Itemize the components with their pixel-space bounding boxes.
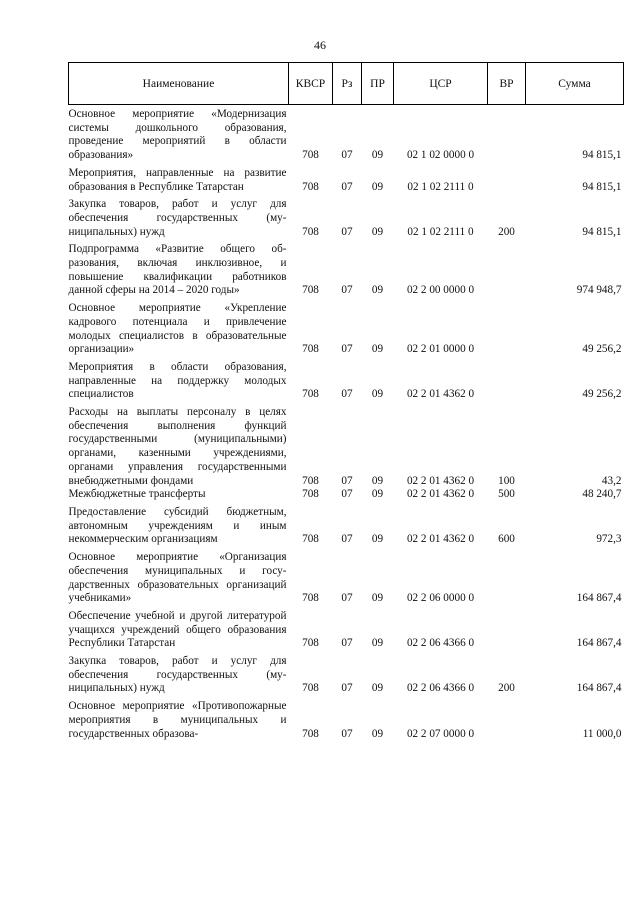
row-csr: 02 2 06 4366 0 xyxy=(406,682,475,695)
table-row xyxy=(69,239,624,298)
row-sum: 49 256,2 xyxy=(582,343,622,356)
table-row xyxy=(69,402,624,488)
row-sum: 164 867,4 xyxy=(576,682,622,695)
row-name: Основное мероприятие «Укрепление кадрового потенциала и привлечение молодых специалистов в образовательные организации» xyxy=(68,302,287,356)
table-row xyxy=(69,194,624,239)
row-pr: 09 xyxy=(371,388,384,401)
row-pr: 09 xyxy=(371,149,384,162)
row-rz: 07 xyxy=(341,149,353,162)
row-name: Основное мероприятие «Противопожарные мероприятия в муниципальных и государственных образова- xyxy=(68,700,287,740)
row-kvsr: 708 xyxy=(302,180,319,193)
row-kvsr: 708 xyxy=(302,488,319,501)
row-vr xyxy=(488,105,526,163)
row-kvsr: 708 xyxy=(302,225,319,238)
row-kvsr: 708 xyxy=(302,474,319,487)
row-pr: 09 xyxy=(371,488,384,501)
row-vr: 100 xyxy=(498,474,515,487)
row-pr: 09 xyxy=(371,533,384,546)
table-row xyxy=(69,163,624,194)
row-csr: 02 2 01 4362 0 xyxy=(406,533,475,546)
row-vr xyxy=(488,547,526,606)
row-rz: 07 xyxy=(341,225,353,238)
row-name: Мероприятия, направленные на развитие образования в Республике Татарстан xyxy=(68,166,287,193)
row-rz: 07 xyxy=(341,592,353,605)
row-rz: 07 xyxy=(341,637,353,650)
row-sum: 11 000,0 xyxy=(582,727,622,740)
row-kvsr: 708 xyxy=(302,284,319,297)
row-rz: 07 xyxy=(341,388,353,401)
row-csr: 02 1 02 2111 0 xyxy=(407,180,474,193)
table-row xyxy=(69,298,624,357)
row-name: Предоставление субсидий бюджетным, автономным учреждениям и иным некоммерческим организациям xyxy=(68,505,287,546)
row-sum: 94 815,1 xyxy=(582,149,622,162)
row-kvsr: 708 xyxy=(302,727,319,740)
row-name: Подпрограмма «Развитие общего образования, включая инклюзивное, и повышение квалификации работников данной сферы на 2014 – 2020 годы» xyxy=(68,243,287,297)
row-csr: 02 2 06 0000 0 xyxy=(406,592,475,605)
row-sum: 164 867,4 xyxy=(576,637,622,650)
table-row xyxy=(69,357,624,402)
row-kvsr: 708 xyxy=(302,388,319,401)
row-kvsr: 708 xyxy=(302,592,319,605)
row-rz: 07 xyxy=(341,727,353,740)
row-name: Основное мероприятие «Модернизация системы дошкольного образования, проведение мероприятий в области образования» xyxy=(68,108,287,162)
row-sum: 972,3 xyxy=(596,533,622,546)
row-rz: 07 xyxy=(341,343,353,356)
row-kvsr: 708 xyxy=(302,637,319,650)
row-name: Основное мероприятие «Организация обеспечения муниципальных и государственных образовательных организаций учебниками» xyxy=(68,551,287,605)
row-sum: 94 815,1 xyxy=(582,180,622,193)
row-name: Межбюджетные трансферты xyxy=(68,488,206,501)
row-kvsr: 708 xyxy=(302,533,319,546)
row-pr: 09 xyxy=(371,592,384,605)
row-sum: 49 256,2 xyxy=(582,388,622,401)
row-rz: 07 xyxy=(341,533,353,546)
row-rz: 07 xyxy=(341,180,353,193)
row-name: Закупка товаров, работ и услуг для обеспечения государственных (муниципальных) нужд xyxy=(68,655,287,695)
table-header xyxy=(69,63,624,105)
row-pr: 09 xyxy=(371,682,384,695)
header-rz: Рз xyxy=(333,63,362,105)
header-name: Наименование xyxy=(69,63,289,105)
row-name: Закупка товаров, работ и услуг для обеспечения государственных (муниципальных) нужд xyxy=(68,198,287,238)
row-pr: 09 xyxy=(371,474,384,487)
row-name: Обеспечение учебной и другой литературой учащихся учреждений общего образования Республики Татарстан xyxy=(68,609,287,650)
row-vr xyxy=(488,239,526,298)
row-rz: 07 xyxy=(341,284,353,297)
row-sum: 94 815,1 xyxy=(582,225,622,238)
header-vr: ВР xyxy=(488,63,526,105)
row-csr: 02 2 01 4362 0 xyxy=(406,474,475,487)
row-csr: 02 2 00 0000 0 xyxy=(406,284,475,297)
row-kvsr: 708 xyxy=(302,149,319,162)
header-sum: Сумма xyxy=(526,63,624,105)
row-csr: 02 2 01 4362 0 xyxy=(406,488,475,501)
table-row xyxy=(69,696,624,741)
row-pr: 09 xyxy=(371,284,384,297)
page-number: 46 xyxy=(314,38,326,52)
row-sum: 48 240,7 xyxy=(582,488,622,501)
row-csr: 02 1 02 2111 0 xyxy=(407,225,474,238)
row-sum: 43,2 xyxy=(601,474,622,487)
header-pr: ПР xyxy=(362,63,394,105)
row-name: Мероприятия в области образования, направленные на поддержку молодых специалистов xyxy=(68,360,287,401)
row-sum: 974 948,7 xyxy=(576,284,622,297)
table-body xyxy=(69,105,624,742)
row-vr xyxy=(488,606,526,651)
row-vr xyxy=(488,163,526,194)
row-sum: 164 867,4 xyxy=(576,592,622,605)
table-row xyxy=(69,547,624,606)
row-vr: 200 xyxy=(498,682,515,695)
row-csr: 02 1 02 0000 0 xyxy=(406,149,475,162)
table-row xyxy=(69,488,624,502)
row-pr: 09 xyxy=(371,225,384,238)
table-row xyxy=(69,606,624,651)
budget-table xyxy=(68,62,624,741)
row-csr: 02 2 07 0000 0 xyxy=(406,727,475,740)
row-vr xyxy=(488,357,526,402)
row-vr: 500 xyxy=(498,488,515,501)
row-pr: 09 xyxy=(371,180,384,193)
table-row xyxy=(69,105,624,163)
row-rz: 07 xyxy=(341,682,353,695)
row-pr: 09 xyxy=(371,727,384,740)
row-vr xyxy=(488,298,526,357)
table-row xyxy=(69,502,624,547)
row-name: Расходы на выплаты персоналу в целях обеспечения выполнения функций государственными (муниципальными) органами, казенными учреждениями, органами управления государственными внебюджетными фондами xyxy=(68,406,287,487)
row-pr: 09 xyxy=(371,637,384,650)
header-csr: ЦСР xyxy=(394,63,488,105)
row-kvsr: 708 xyxy=(302,682,319,695)
row-pr: 09 xyxy=(371,343,384,356)
table-row xyxy=(69,651,624,696)
row-vr xyxy=(488,696,526,741)
row-rz: 07 xyxy=(341,488,353,501)
header-kvsr: КВСР xyxy=(289,63,333,105)
row-vr: 600 xyxy=(498,533,515,546)
row-vr: 200 xyxy=(498,225,515,238)
row-csr: 02 2 01 0000 0 xyxy=(406,343,475,356)
row-rz: 07 xyxy=(341,474,353,487)
row-csr: 02 2 06 4366 0 xyxy=(406,637,475,650)
row-kvsr: 708 xyxy=(302,343,319,356)
row-csr: 02 2 01 4362 0 xyxy=(406,388,475,401)
